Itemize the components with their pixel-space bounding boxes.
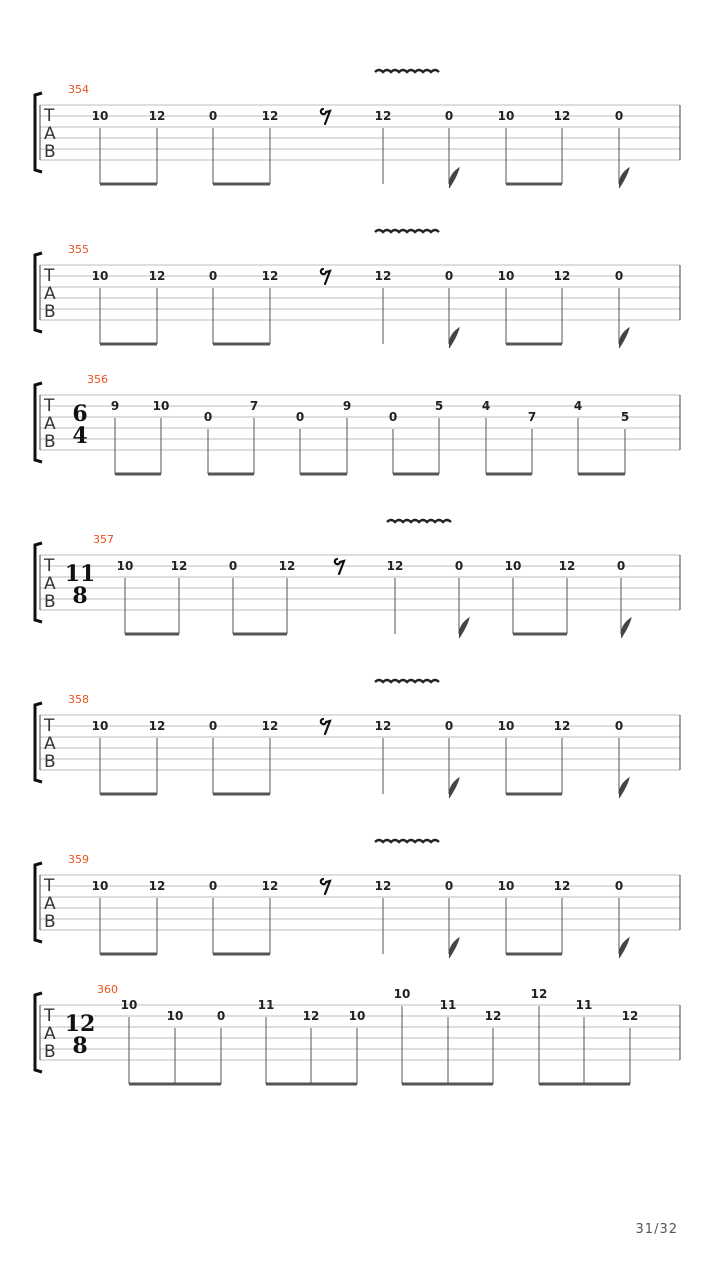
fret-number: 7 [527, 410, 537, 424]
fret-number: 12 [386, 559, 404, 573]
tab-clef-letter: A [44, 124, 56, 144]
tab-clef-letter: B [44, 142, 56, 162]
time-signature-top: 6 [72, 401, 88, 427]
fret-number: 12 [148, 269, 166, 283]
measure-number: 354 [68, 83, 89, 96]
fret-number: 0 [614, 719, 624, 733]
fret-number: 0 [444, 879, 454, 893]
tab-system-355 [0, 220, 720, 350]
fret-number: 10 [497, 269, 515, 283]
fret-number: 10 [91, 719, 109, 733]
tab-clef-letter: T [44, 1006, 55, 1026]
note-flag [619, 328, 629, 348]
fret-number: 0 [614, 879, 624, 893]
fret-number: 10 [393, 987, 411, 1001]
tab-clef-letter: B [44, 592, 56, 612]
fret-number: 10 [120, 998, 138, 1012]
fret-number: 12 [374, 109, 392, 123]
note-flag [619, 938, 629, 958]
fret-number: 11 [439, 998, 457, 1012]
page-number: 31/32 [635, 1222, 678, 1237]
fret-number: 0 [614, 269, 624, 283]
staff-svg [0, 830, 720, 960]
fret-number: 0 [208, 109, 218, 123]
note-flag [619, 778, 629, 798]
fret-number: 0 [388, 410, 398, 424]
fret-number: 12 [148, 879, 166, 893]
fret-number: 4 [573, 399, 583, 413]
fret-number: 0 [216, 1009, 226, 1023]
fret-number: 10 [497, 719, 515, 733]
tab-system-356 [0, 350, 720, 480]
fret-number: 12 [553, 269, 571, 283]
fret-number: 0 [444, 719, 454, 733]
fret-number: 4 [481, 399, 491, 413]
fret-number: 0 [444, 269, 454, 283]
fret-number: 7 [249, 399, 259, 413]
fret-number: 10 [348, 1009, 366, 1023]
staff-svg [0, 670, 720, 800]
fret-number: 9 [342, 399, 352, 413]
vibrato-mark [375, 230, 439, 232]
measure-number: 358 [68, 693, 89, 706]
fret-number: 12 [148, 109, 166, 123]
fret-number: 10 [166, 1009, 184, 1023]
fret-number: 12 [558, 559, 576, 573]
fret-number: 12 [261, 719, 279, 733]
fret-number: 12 [374, 269, 392, 283]
fret-number: 11 [575, 998, 593, 1012]
tab-clef-letter: B [44, 1042, 56, 1062]
fret-number: 0 [616, 559, 626, 573]
fret-number: 12 [261, 269, 279, 283]
fret-number: 12 [148, 719, 166, 733]
fret-number: 5 [434, 399, 444, 413]
tab-system-354 [0, 60, 720, 190]
vibrato-mark [375, 680, 439, 682]
tab-clef-letter: B [44, 302, 56, 322]
fret-number: 0 [208, 879, 218, 893]
measure-number: 356 [87, 373, 108, 386]
tab-clef-letter: A [44, 894, 56, 914]
staff-svg [0, 60, 720, 190]
measure-number: 360 [97, 983, 118, 996]
time-signature-top: 11 [64, 561, 96, 587]
tab-clef-letter: T [44, 716, 55, 736]
tab-clef-letter: A [44, 574, 56, 594]
tab-clef-letter: T [44, 876, 55, 896]
fret-number: 0 [454, 559, 464, 573]
time-signature-bottom: 8 [72, 1033, 88, 1059]
tab-clef-letter: B [44, 432, 56, 452]
fret-number: 12 [261, 879, 279, 893]
note-flag [449, 168, 459, 188]
fret-number: 10 [497, 109, 515, 123]
note-flag [621, 618, 631, 638]
tab-clef-letter: B [44, 912, 56, 932]
fret-number: 0 [208, 719, 218, 733]
tab-clef-letter: T [44, 556, 55, 576]
fret-number: 10 [504, 559, 522, 573]
fret-number: 12 [621, 1009, 639, 1023]
fret-number: 0 [228, 559, 238, 573]
tab-system-359 [0, 830, 720, 960]
fret-number: 10 [152, 399, 170, 413]
note-flag [449, 778, 459, 798]
fret-number: 12 [484, 1009, 502, 1023]
tab-clef-letter: B [44, 752, 56, 772]
fret-number: 12 [374, 719, 392, 733]
fret-number: 0 [203, 410, 213, 424]
fret-number: 10 [91, 269, 109, 283]
fret-number: 0 [444, 109, 454, 123]
fret-number: 10 [91, 879, 109, 893]
fret-number: 12 [530, 987, 548, 1001]
note-flag [619, 168, 629, 188]
fret-number: 12 [278, 559, 296, 573]
tab-clef-letter: A [44, 414, 56, 434]
fret-number: 12 [374, 879, 392, 893]
fret-number: 9 [110, 399, 120, 413]
tab-system-357 [0, 510, 720, 640]
tab-clef-letter: T [44, 266, 55, 286]
fret-number: 12 [553, 879, 571, 893]
measure-number: 355 [68, 243, 89, 256]
vibrato-mark [375, 70, 439, 72]
staff-svg [0, 510, 720, 640]
measure-number: 357 [93, 533, 114, 546]
tab-clef-letter: T [44, 396, 55, 416]
fret-number: 11 [257, 998, 275, 1012]
fret-number: 10 [497, 879, 515, 893]
fret-number: 12 [170, 559, 188, 573]
note-flag [449, 938, 459, 958]
fret-number: 0 [295, 410, 305, 424]
tab-clef-letter: A [44, 284, 56, 304]
fret-number: 5 [620, 410, 630, 424]
time-signature-bottom: 8 [72, 583, 88, 609]
fret-number: 12 [302, 1009, 320, 1023]
time-signature-bottom: 4 [72, 423, 88, 449]
tab-clef-letter: T [44, 106, 55, 126]
staff-svg [0, 220, 720, 350]
vibrato-mark [387, 520, 451, 522]
fret-number: 0 [614, 109, 624, 123]
tab-system-358 [0, 670, 720, 800]
fret-number: 10 [116, 559, 134, 573]
fret-number: 12 [553, 719, 571, 733]
time-signature-top: 12 [64, 1011, 96, 1037]
staff-svg [0, 960, 720, 1090]
tab-clef-letter: A [44, 734, 56, 754]
fret-number: 12 [553, 109, 571, 123]
vibrato-mark [375, 840, 439, 842]
fret-number: 10 [91, 109, 109, 123]
staff-svg [0, 350, 720, 480]
note-flag [459, 618, 469, 638]
fret-number: 0 [208, 269, 218, 283]
tab-system-360 [0, 960, 720, 1090]
note-flag [449, 328, 459, 348]
measure-number: 359 [68, 853, 89, 866]
fret-number: 12 [261, 109, 279, 123]
tab-clef-letter: A [44, 1024, 56, 1044]
